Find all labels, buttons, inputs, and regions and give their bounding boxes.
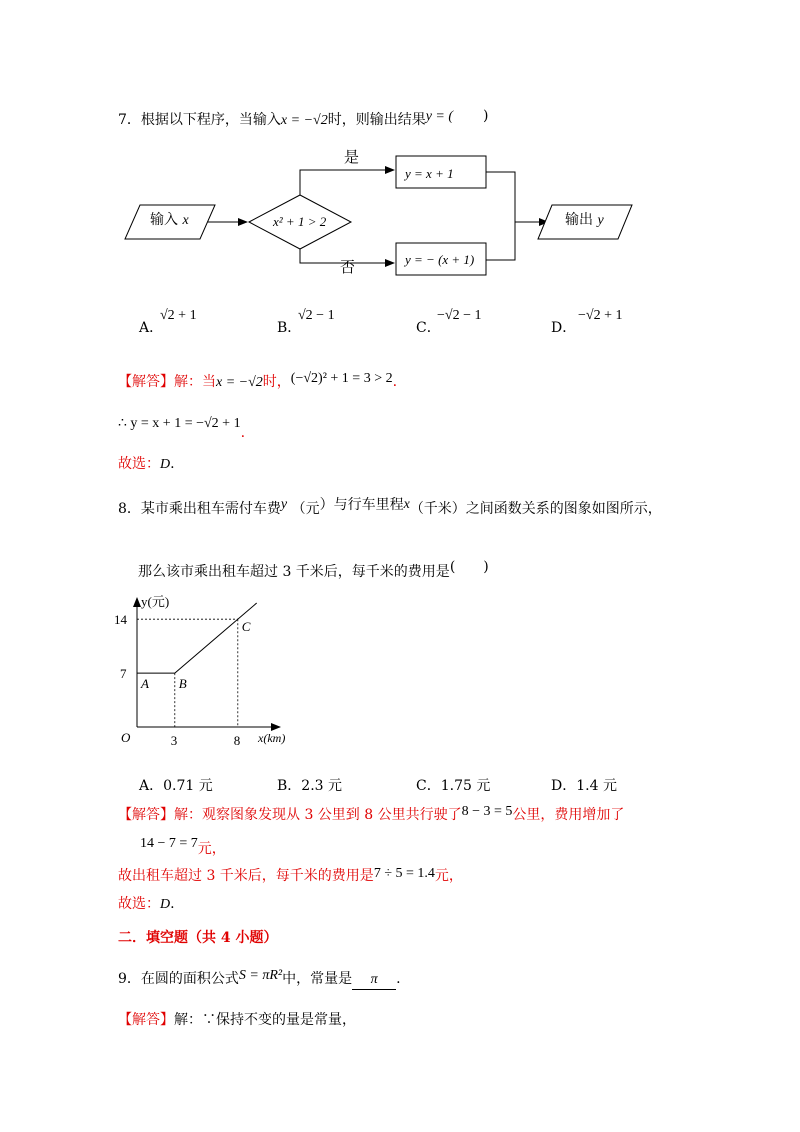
point-a-label: A <box>141 676 149 692</box>
q8-option-a <box>139 777 213 795</box>
q9-blank-value: π <box>370 972 378 987</box>
q8-answer-choose: 故选： <box>118 896 160 912</box>
q8-option-a-value: 0.71 元 <box>163 778 213 794</box>
q7-answer-dot: . <box>392 374 398 390</box>
q7-flowchart <box>120 145 640 285</box>
q7-answer-equation: ∴ y = x + 1 = −√2 + 1 <box>118 416 241 431</box>
q7-answer-inequality: (−√2)² + 1 = 3 > 2 <box>290 371 393 386</box>
origin-label: O <box>121 730 131 745</box>
q8-stem-line1 <box>118 497 662 519</box>
flow-no-label: 否 <box>340 258 356 276</box>
q8-answer-eq3: 7 ÷ 5 = 1.4 <box>373 866 435 881</box>
q8-stem-d: （千米）之间函数关系的图象如图所示， <box>409 501 662 517</box>
q8-option-b-label: B． <box>277 778 302 794</box>
q7-stem-text2: 时，则输出结果 <box>327 112 426 128</box>
q7-stem-y: y = ( <box>425 109 454 124</box>
q7-answer-line1 <box>118 373 397 392</box>
x-tick-3: 3 <box>170 733 178 748</box>
q7-answer-tag: 【解答】 <box>118 374 174 390</box>
q7-answer-line3 <box>118 455 175 474</box>
q8-answer-line1 <box>118 806 624 825</box>
q8-answer-eq1: 8 − 3 = 5 <box>461 804 513 819</box>
q8-answer-letter: D <box>160 897 171 912</box>
flow-input-var: x <box>182 213 189 228</box>
q8-answer-text-3c: 元， <box>434 868 463 884</box>
fare-line <box>137 603 257 673</box>
q9-stem-c: . <box>396 971 401 987</box>
q8-answer-line3 <box>118 867 463 886</box>
flow-no-box-text: y = − (x + 1) <box>405 252 475 267</box>
y-tick-7: 7 <box>120 666 127 682</box>
q7-option-a-label: A． <box>139 320 164 336</box>
y-axis-label: y(元) <box>141 594 170 609</box>
q8-stem-x: x <box>403 497 410 512</box>
point-c-label: C <box>241 619 251 635</box>
q7-answer-text-a: 解：当 <box>174 374 216 390</box>
q7-option-c-label: C． <box>416 320 441 336</box>
q9-stem-a: 9．在圆的面积公式 <box>118 971 239 987</box>
point-b-label: B <box>178 676 187 692</box>
q7-option-a-value: √2 + 1 <box>160 308 197 323</box>
q8-stem-b: （元 <box>291 501 320 517</box>
q7-answer-letter: D <box>160 457 171 472</box>
q7-answer-end: . <box>170 456 175 472</box>
flow-condition: x² + 1 > 2 <box>273 214 327 229</box>
q7-answer-choose: 故选： <box>118 456 160 472</box>
q8-option-d-value: 1.4 元 <box>576 778 617 794</box>
q8-answer-text-c: 公里，费用增加了 <box>512 807 625 823</box>
q8-stem2-paren: ( ) <box>449 559 489 575</box>
x-axis-label: x(km) <box>258 731 286 745</box>
q8-answer-tag: 【解答】 <box>118 807 174 823</box>
q8-option-c-value: 1.75 元 <box>440 778 491 794</box>
q7-option-b-label: B． <box>277 320 302 336</box>
q9-stem-b: 中，常量是 <box>282 971 353 987</box>
q8-answer-line2 <box>140 834 226 857</box>
q8-stem-line2 <box>138 559 489 581</box>
flow-input-text <box>150 211 189 230</box>
q8-answer-eq2: 14 − 7 = 7 <box>140 836 198 851</box>
y-tick-14: 14 <box>114 612 127 628</box>
q7-option-b-value: √2 − 1 <box>298 308 335 323</box>
q8-option-c <box>416 777 490 795</box>
flow-yes-box-text: y = x + 1 <box>405 166 454 181</box>
q7-option-c-value: −√2 − 1 <box>437 308 482 323</box>
q8-chart <box>110 590 320 760</box>
q8-option-d-label: D． <box>551 778 577 794</box>
q8-stem2-text: 那么该市乘出租车超过 3 千米后，每千米的费用是 <box>138 564 450 580</box>
flow-output-var: y <box>597 213 604 228</box>
q8-answer-text-a: 解：观察图象发现从 3 公里到 8 公里共行驶了 <box>174 807 462 823</box>
q7-stem-text: 7．根据以下程序，当输入 <box>118 112 281 128</box>
q8-answer-line4 <box>118 895 175 914</box>
q7-option-d-label: D． <box>551 320 577 336</box>
q9-answer <box>118 1011 356 1029</box>
q7-option-d-value: −√2 + 1 <box>578 308 623 323</box>
q7-stem-close: ) <box>483 108 489 124</box>
q9-answer-tag: 【解答】 <box>118 1012 174 1028</box>
x-tick-8: 8 <box>233 733 241 748</box>
q7-answer-line2 <box>118 414 246 441</box>
q9-blank <box>352 970 396 990</box>
flow-output-text <box>565 211 604 230</box>
flow-input-prefix: 输入 <box>150 212 178 228</box>
q8-answer-end: . <box>170 896 175 912</box>
q7-answer-dot2: . <box>240 425 246 441</box>
q9-formula: S = πR² <box>238 968 283 983</box>
section-title: 二．填空题（共 4 小题） <box>118 930 278 946</box>
q8-option-a-label: A． <box>139 778 164 794</box>
flow-yes-label: 是 <box>344 148 360 166</box>
q7-answer-x: x = −√2 <box>216 375 263 390</box>
q8-stem-y: y <box>280 497 288 512</box>
q8-stem-c: ）与行车里程 <box>319 497 404 513</box>
q8-option-d <box>551 777 617 795</box>
q8-answer-yuan: 元， <box>197 841 226 857</box>
q9-answer-text: 解：∵保持不变的量是常量， <box>174 1012 356 1028</box>
q8-stem-a: 8．某市乘出租车需付车费 <box>118 501 281 517</box>
q8-option-b <box>277 777 342 795</box>
q9-stem <box>118 970 401 990</box>
q8-option-c-label: C． <box>416 778 441 794</box>
flow-output-prefix: 输出 <box>565 212 593 228</box>
q8-option-b-value: 2.3 元 <box>301 778 343 794</box>
q7-stem-x: x = −√2 <box>280 113 328 128</box>
q7-stem <box>118 108 489 130</box>
q8-answer-text-3a: 故出租车超过 3 千米后，每千米的费用是 <box>118 868 374 884</box>
q7-answer-text-c: 时， <box>262 374 291 390</box>
